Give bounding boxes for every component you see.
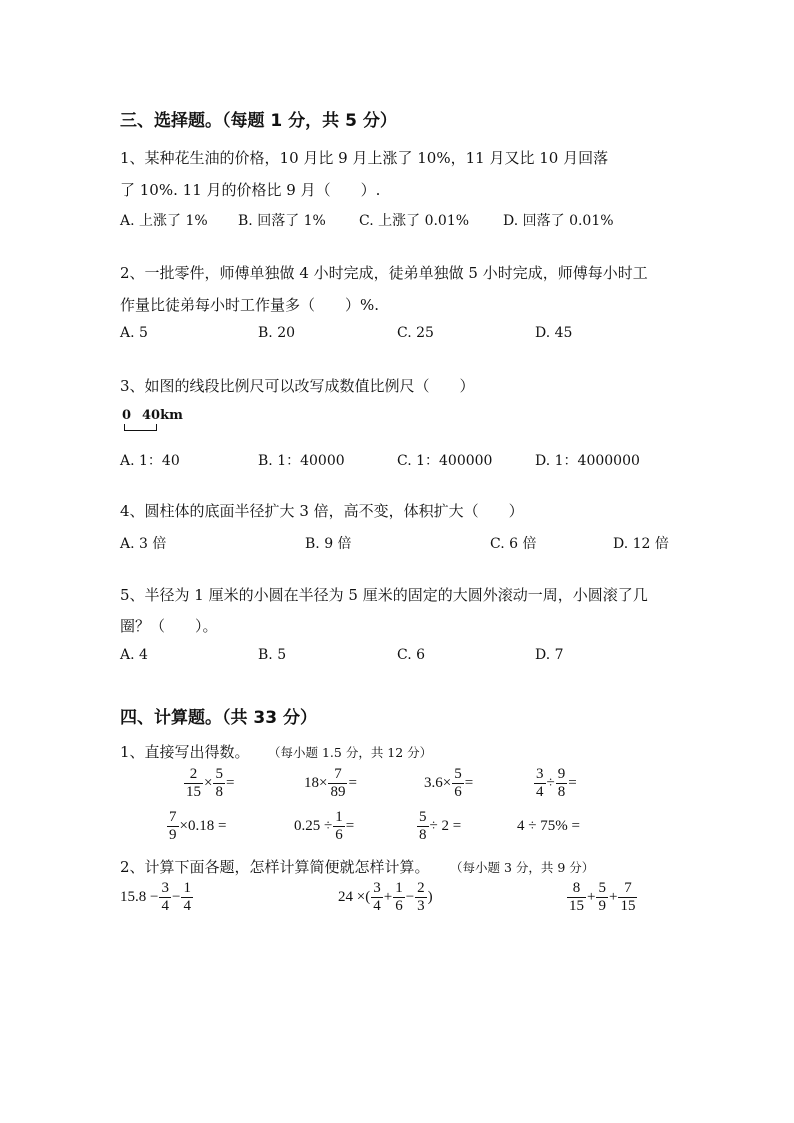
oral-expr-7: $\frac{5}{8}$ ÷ 2 = bbox=[419, 809, 462, 843]
simplify-expr-2: 24 ×( $\frac{3}{4}$ + $\frac{1}{6}$ − $\frac{2}{3}$ ) bbox=[338, 880, 433, 914]
oral-expr-4: $\frac{3}{4}$ ÷ $\frac{9}{8}$ = bbox=[536, 766, 577, 800]
q3-option-b: B. 1：40000 bbox=[258, 453, 345, 469]
q3-option-c: C. 1：400000 bbox=[397, 453, 493, 469]
scale-distance-label: 40km bbox=[142, 408, 183, 423]
calc-q1-note: （每小题 1.5 分，共 12 分） bbox=[268, 745, 433, 760]
q2-option-b: B. 20 bbox=[258, 325, 296, 341]
question-2-line-2: 作量比徒弟每小时工作量多（ ）%. bbox=[120, 296, 380, 314]
oral-expr-2: 18× $\frac{7}{89}$ = bbox=[304, 766, 357, 800]
question-2-line-1: 2、一批零件，师傅单独做 4 小时完成，徒弟单独做 5 小时完成，师傅每小时工 bbox=[120, 264, 648, 282]
q4-option-d: D. 12 倍 bbox=[613, 536, 669, 552]
q1-option-b: B. 回落了 1% bbox=[238, 213, 326, 229]
section-title-choice: 三、选择题。（每题 1 分，共 5 分） bbox=[120, 111, 397, 131]
q2-option-d: D. 45 bbox=[535, 325, 573, 341]
oral-expr-8: 4 ÷ 75% = bbox=[517, 818, 580, 834]
question-5-line-2: 圈？（ ）。 bbox=[120, 617, 218, 635]
q3-option-a: A. 1：40 bbox=[120, 453, 180, 469]
oral-expr-3: 3.6× $\frac{5}{6}$ = bbox=[424, 766, 474, 800]
q5-option-a: A. 4 bbox=[120, 647, 148, 663]
q5-option-c: C. 6 bbox=[397, 647, 426, 663]
q4-option-a: A. 3 倍 bbox=[120, 536, 167, 552]
oral-expr-1: $\frac{2}{15}$ × $\frac{5}{8}$ = bbox=[186, 766, 235, 800]
question-1-line-2: 了 10%. 11 月的价格比 9 月（ ）. bbox=[120, 181, 381, 199]
question-4-line-1: 4、圆柱体的底面半径扩大 3 倍，高不变，体积扩大（ ） bbox=[120, 502, 524, 520]
q5-option-d: D. 7 bbox=[535, 647, 564, 663]
q4-option-c: C. 6 倍 bbox=[490, 536, 537, 552]
simplify-expr-3: $\frac{8}{15}$ + $\frac{5}{9}$ + $\frac{7}{15}$ bbox=[569, 880, 636, 914]
scale-zero-label: 0 bbox=[122, 408, 132, 423]
q2-option-a: A. 5 bbox=[120, 325, 148, 341]
q5-option-b: B. 5 bbox=[258, 647, 287, 663]
q1-option-d: D. 回落了 0.01% bbox=[503, 213, 614, 229]
calc-q2-note: （每小题 3 分，共 9 分） bbox=[450, 860, 595, 875]
line-scale-ruler bbox=[124, 424, 157, 431]
question-3-line-1: 3、如图的线段比例尺可以改写成数值比例尺（ ） bbox=[120, 377, 475, 395]
question-1-line-1: 1、某种花生油的价格，10 月比 9 月上涨了 10%，11 月又比 10 月回落 bbox=[120, 149, 609, 167]
q3-option-d: D. 1：4000000 bbox=[535, 453, 640, 469]
section-title-calculation: 四、计算题。（共 33 分） bbox=[120, 708, 317, 728]
oral-expr-6: 0.25 ÷ $\frac{1}{6}$ = bbox=[294, 809, 355, 843]
simplify-expr-1: 15.8 − $\frac{3}{4}$ − $\frac{1}{4}$ bbox=[120, 880, 191, 914]
oral-expr-5: $\frac{7}{9}$ ×0.18 = bbox=[169, 809, 227, 843]
q1-option-a: A. 上涨了 1% bbox=[120, 213, 208, 229]
q4-option-b: B. 9 倍 bbox=[305, 536, 352, 552]
q1-option-c: C. 上涨了 0.01% bbox=[359, 213, 470, 229]
question-5-line-1: 5、半径为 1 厘米的小圆在半径为 5 厘米的固定的大圆外滚动一周，小圆滚了几 bbox=[120, 586, 648, 604]
calc-q1-label: 1、直接写出得数。 bbox=[120, 743, 250, 761]
q2-option-c: C. 25 bbox=[397, 325, 434, 341]
calc-q2-label: 2、计算下面各题，怎样计算简便就怎样计算。 bbox=[120, 858, 430, 876]
